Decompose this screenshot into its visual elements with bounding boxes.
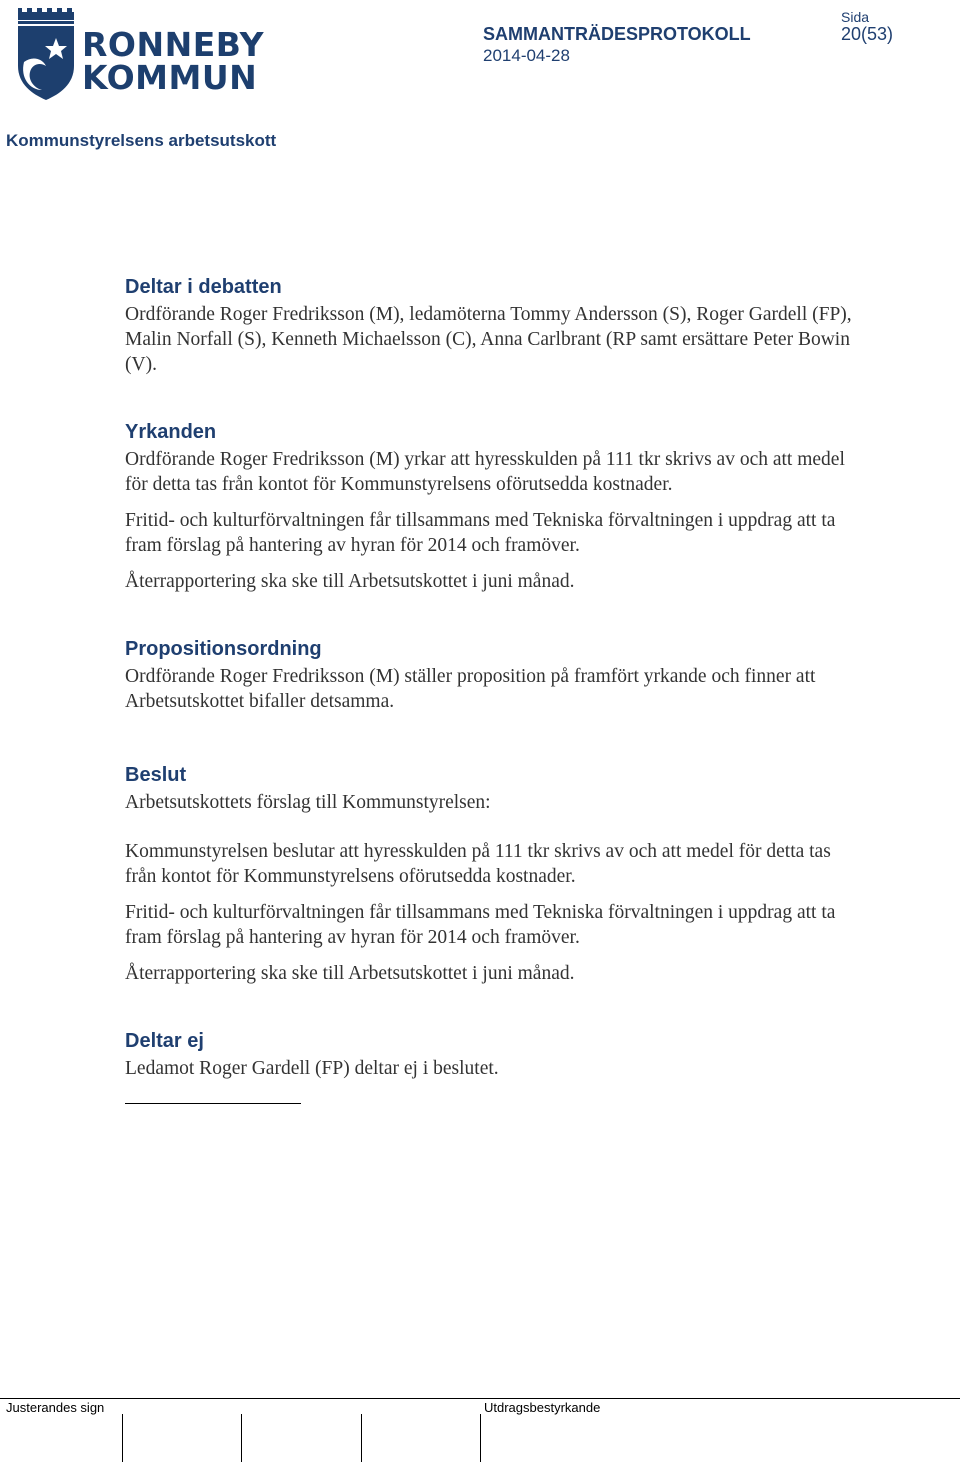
motions-paragraph-3: Återrapportering ska ske till Arbetsutskottet i juni månad.: [125, 571, 575, 592]
page-number: 20(53): [841, 24, 894, 44]
document-body: [125, 272, 885, 1104]
abstain-heading: Deltar ej: [125, 1030, 204, 1052]
signature-footer: [0, 1396, 960, 1463]
signature-box-divider: [361, 1414, 362, 1462]
footer-divider: [0, 1398, 960, 1399]
abstain-text: Ledamot Roger Gardell (FP) deltar ej i beslutet.: [125, 1058, 499, 1079]
signature-box-divider: [480, 1414, 481, 1462]
signatures-label: Justerandes sign: [6, 1400, 105, 1415]
debate-text: Ordförande Roger Fredriksson (M), ledamöterna Tommy Andersson (S), Roger Gardell (FP), Malin Norfall (S), Kenneth Michaelsson (C), Anna Carlbrant (RP samt ersättare Peter Bowin (V).: [125, 304, 852, 375]
meeting-date: 2014-04-28: [483, 46, 570, 65]
decision-paragraph-2: Kommunstyrelsen beslutar att hyresskulden på 111 tkr skrivs av och att medel för detta tas från kontot för Kommunstyrelsens oförutsedda kostnader.: [125, 841, 831, 887]
coat-of-arms-icon: [12, 4, 80, 102]
page-label: Sida: [841, 9, 870, 25]
motions-paragraph-2: Fritid- och kulturförvaltningen får tillsammans med Tekniska förvaltningen i uppdrag att ta fram förslag på hantering av hyran för 2014 och framöver.: [125, 510, 836, 556]
signature-box-divider: [241, 1414, 242, 1462]
debate-heading: Deltar i debatten: [125, 276, 282, 298]
signature-box-divider: [122, 1414, 123, 1462]
decision-paragraph-4: Återrapportering ska ske till Arbetsutskottet i juni månad.: [125, 963, 575, 984]
proposition-heading: Propositionsordning: [125, 638, 322, 660]
document-type: SAMMANTRÄDESPROTOKOLL: [483, 24, 751, 44]
proposition-text: Ordförande Roger Fredriksson (M) ställer proposition på framfört yrkande och finner att Arbetsutskottet bifaller detsamma.: [125, 666, 816, 712]
decision-paragraph-3: Fritid- och kulturförvaltningen får tillsammans med Tekniska förvaltningen i uppdrag att ta fram förslag på hantering av hyran för 2014 och framöver.: [125, 902, 836, 948]
decision-paragraph-1: Arbetsutskottets förslag till Kommunstyrelsen:: [125, 792, 491, 813]
end-rule: [125, 1103, 301, 1104]
logo-line-2: KOMMUN: [82, 58, 258, 97]
logo-line-1: RONNEBY: [82, 25, 264, 64]
motions-heading: Yrkanden: [125, 421, 217, 443]
certification-label: Utdragsbestyrkande: [484, 1400, 601, 1415]
motions-paragraph-1: Ordförande Roger Fredriksson (M) yrkar att hyresskulden på 111 tkr skrivs av och att medel för detta tas från kontot för Kommunstyrelsens oförutsedda kostnader.: [125, 449, 845, 495]
municipality-logo: [12, 4, 264, 102]
decision-heading: Beslut: [125, 764, 187, 786]
committee-name: Kommunstyrelsens arbetsutskott: [6, 131, 277, 150]
